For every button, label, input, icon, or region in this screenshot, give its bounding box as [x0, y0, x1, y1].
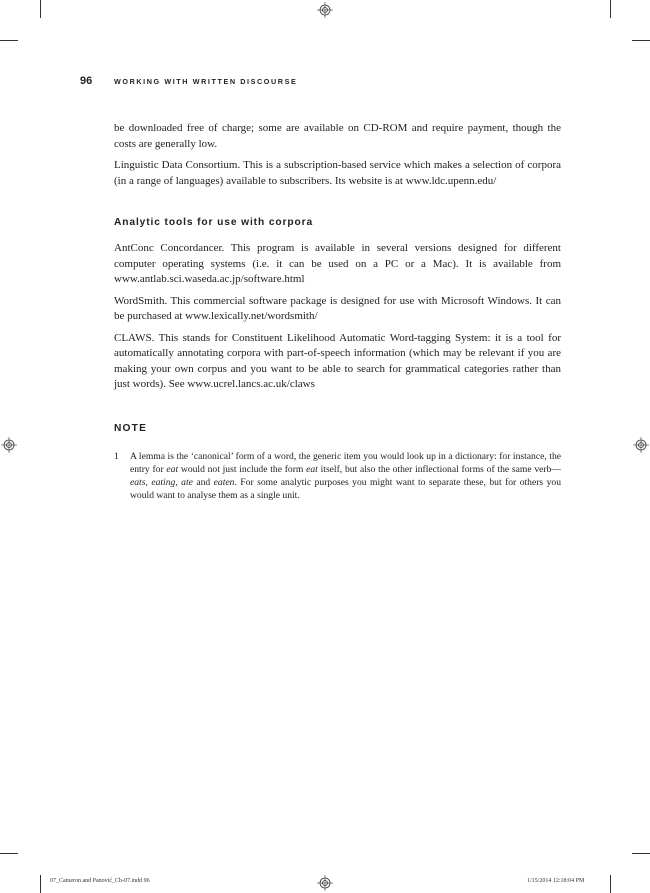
footnote-text-part: itself, but also the other inflectional forms of the same verb—: [317, 463, 561, 475]
footnote-italic: eat: [306, 463, 318, 475]
footnote-text-part: and: [192, 476, 214, 488]
footer-file-slug: 07_Cameron and Panović_Ch-07.indd 96: [50, 878, 150, 884]
page-body: [114, 121, 561, 502]
registration-mark-bottom-icon: [317, 875, 333, 891]
crop-mark-top-right: [610, 0, 611, 18]
footnote-number: 1: [114, 450, 119, 462]
running-head-title: WORKING WITH WRITTEN DISCOURSE: [114, 77, 298, 86]
crop-mark-bottom-left: [40, 875, 41, 893]
body-paragraph: be downloaded free of charge; some are available on CD-ROM and require payment, though the costs are generally low.: [114, 122, 561, 150]
footnote-separator: ,: [175, 476, 182, 488]
crop-mark-top-left: [40, 0, 41, 18]
footer-timestamp: 1/15/2014 12:18:04 PM: [527, 878, 585, 884]
body-paragraph: CLAWS. This stands for Constituent Likelihood Automatic Word-tagging System: it is a tool for automatically annotating corpora with part-of-speech information (which may be relevant if you are making your own corpus and you want to be able to search for grammatical categories rather than just words). See www.ucrel.lancs.ac.uk/claws: [114, 331, 561, 390]
running-head: [80, 75, 570, 89]
footnote-separator: ,: [145, 476, 152, 488]
footnote-italic: eating: [151, 476, 176, 488]
notes-heading: NOTE: [114, 422, 148, 434]
crop-mark-top-right-h: [632, 40, 650, 41]
crop-mark-bottom-left-h: [0, 853, 18, 854]
crop-mark-bottom-right: [610, 875, 611, 893]
footnote-italic: eaten: [213, 476, 235, 488]
footnote-text-part: would not just include the form: [178, 463, 307, 475]
registration-mark-left-icon: [1, 437, 17, 453]
footnote-italic: ate: [181, 476, 193, 488]
footnote-italic: eat: [166, 463, 179, 475]
body-paragraph: AntConc Concordancer. This program is available in several versions designed for different computer operating systems (i.e. it can be used on a PC or a Mac). It is available from www.antlab.sci.waseda.ac.jp/software.html: [114, 242, 561, 285]
body-paragraph: WordSmith. This commercial software package is designed for use with Microsoft Windows. It can be purchased at www.lexically.net/wordsmith/: [114, 294, 561, 322]
body-paragraph: Linguistic Data Consortium. This is a subscription-based service which makes a selection of corpora (in a range of languages) available to subscribers. Its website is at www.ldc.upenn.edu/: [114, 159, 561, 187]
section-heading: Analytic tools for use with corpora: [114, 217, 314, 228]
registration-mark-right-icon: [633, 437, 649, 453]
footnote-text-part: . For some analytic purposes you might want to separate these, but for others you would want to analyse them as a single unit.: [130, 476, 561, 501]
footnote-text-part: A lemma is the ‘canonical’ form of a word, the generic item you would look up in a dictionary: for instance, the entry for: [130, 450, 561, 475]
crop-mark-bottom-right-h: [632, 853, 650, 854]
footnote: [114, 450, 561, 502]
page-number: 96: [80, 75, 93, 87]
registration-mark-top-icon: [317, 2, 333, 18]
footnote-italic: eats: [130, 476, 146, 488]
crop-mark-top-left-h: [0, 40, 18, 41]
footnote-text: [130, 450, 561, 502]
